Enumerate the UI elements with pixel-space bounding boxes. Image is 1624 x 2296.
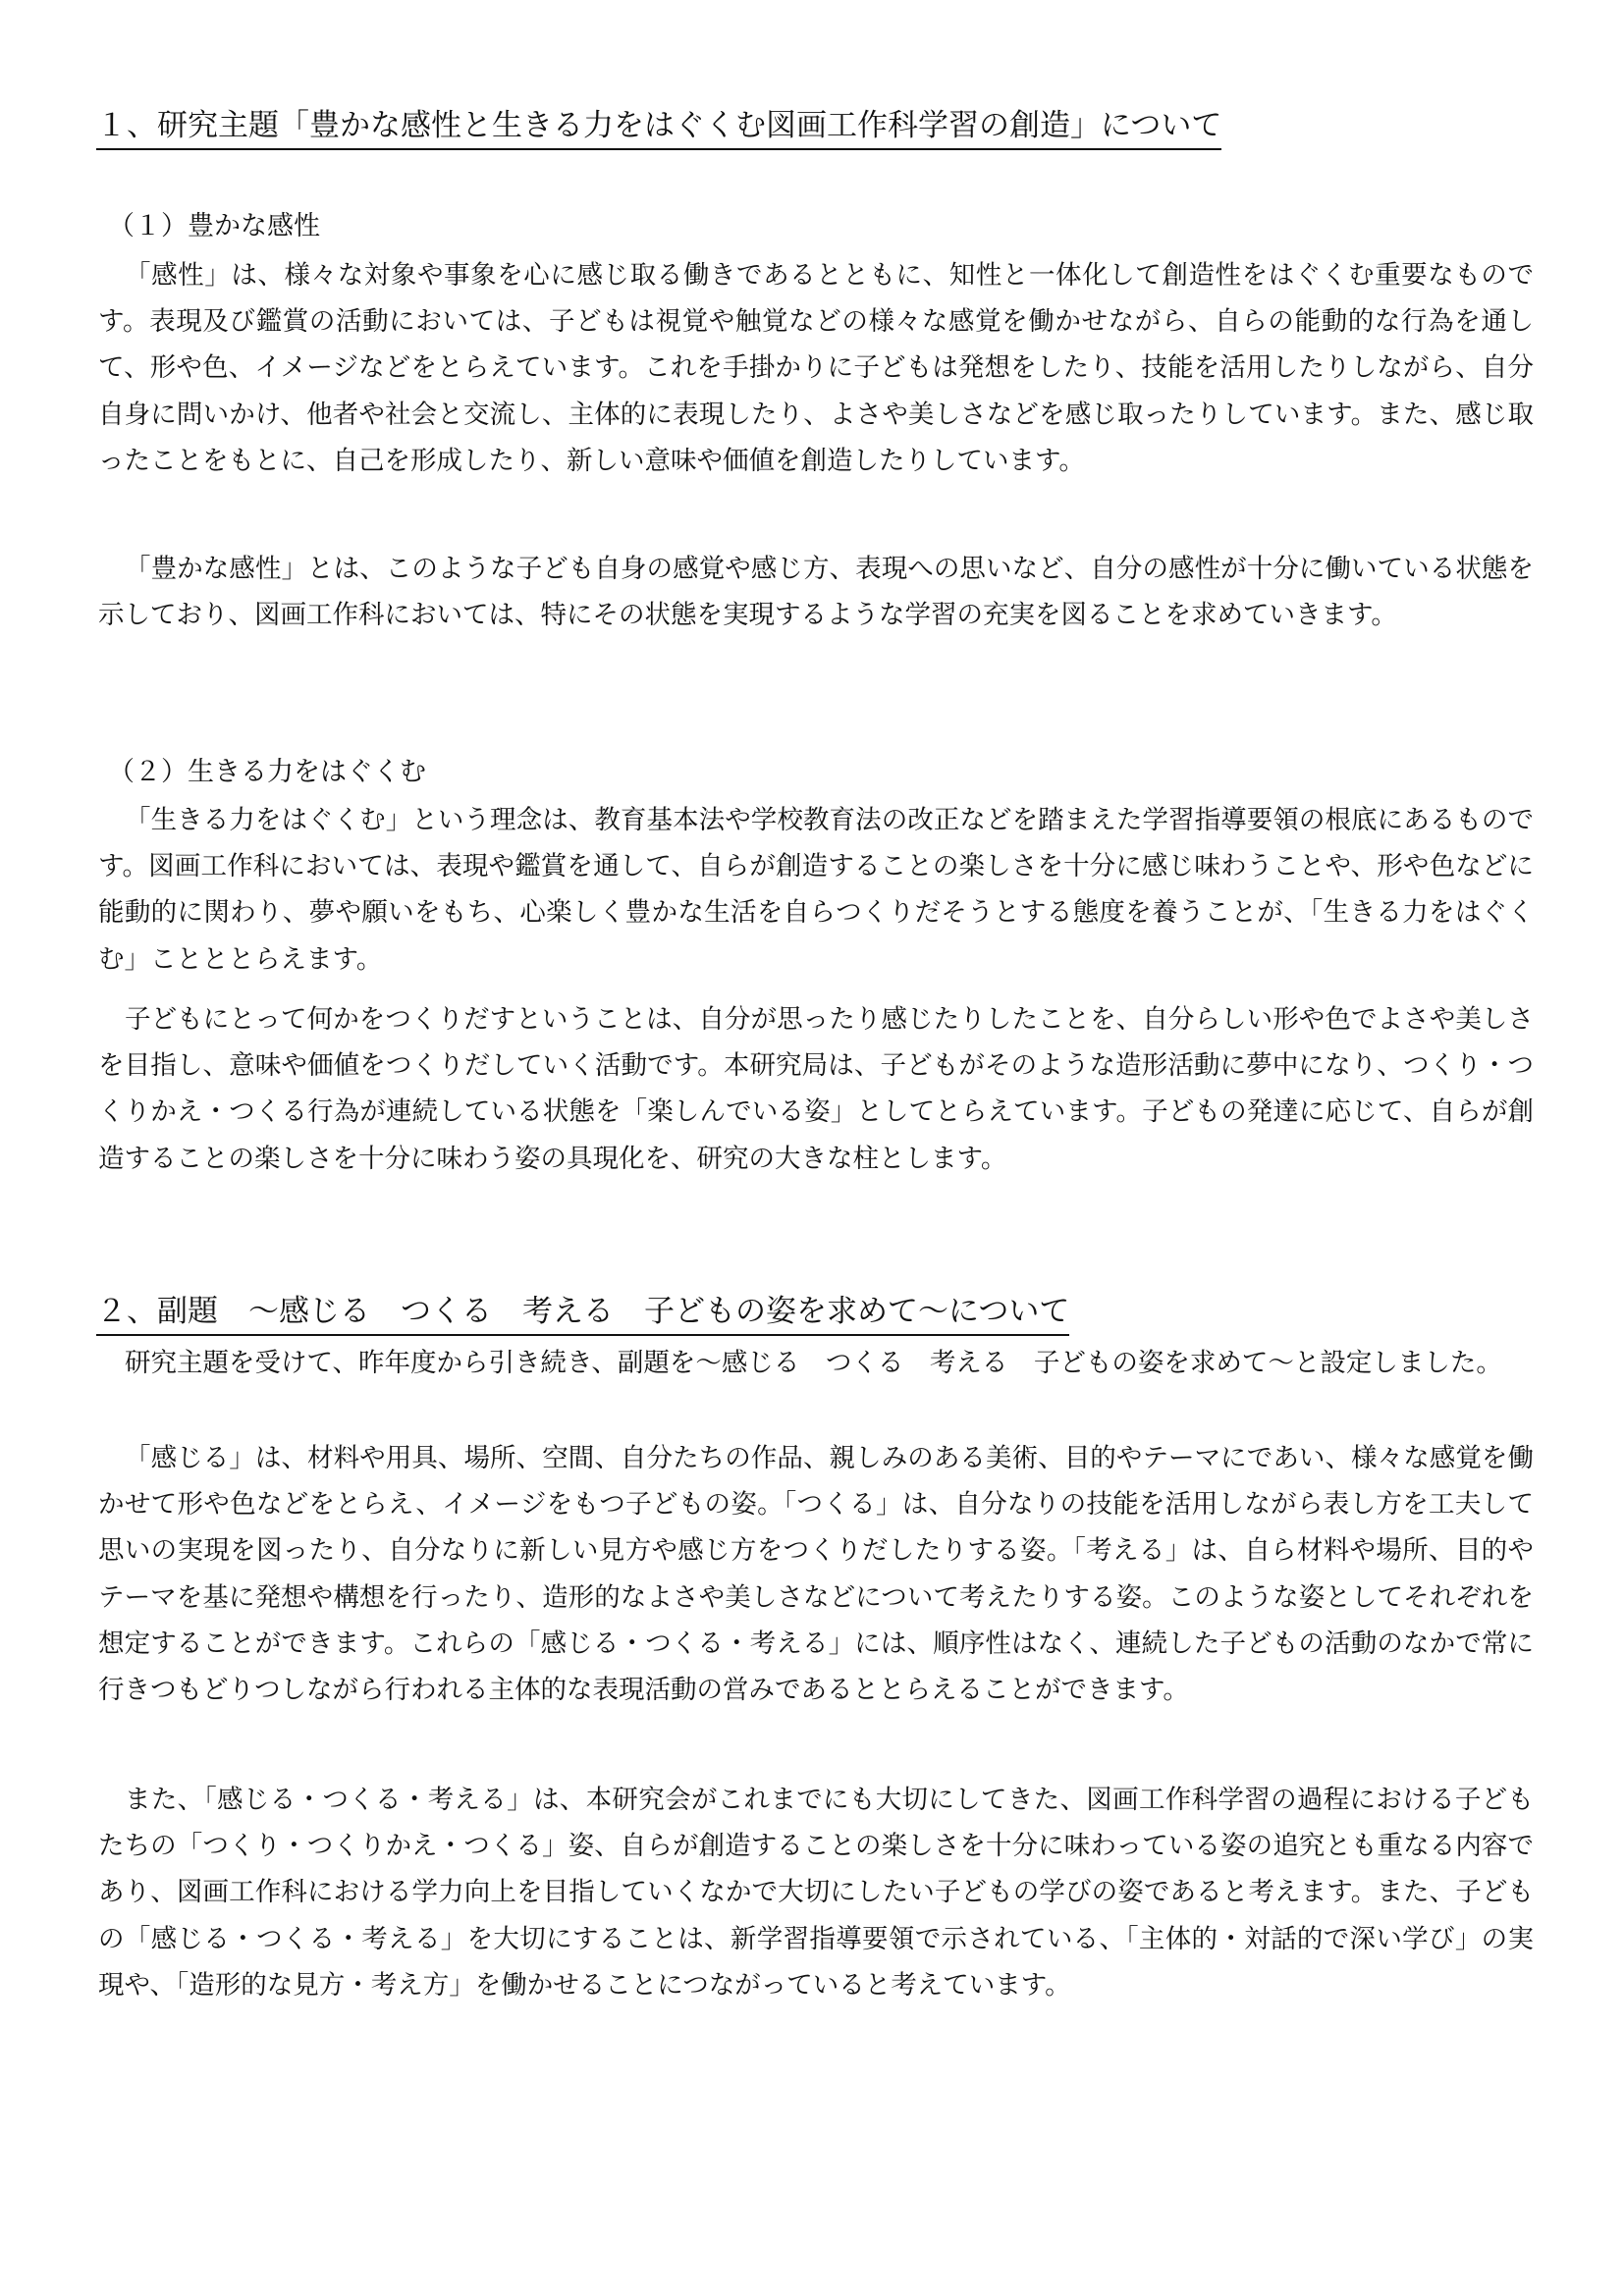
section-2-paragraph-2: 「感じる」は、材料や用具、場所、空間、自分たちの作品、親しみのある美術、目的やテーマにであい、様々な感覚を働かせて形や色などをとらえ、イメージをもつ子どもの姿。「つくる」は、自分なりの技能を活用しながら表し方を工夫して思いの実現を図ったり、自分なりに新しい見方や感じ方をつくりだしたりする姿。「考える」は、自ら材料や場所、目的やテーマを基に発想や構想を行ったり、造形的なよさや美しさなどについて考えたりする姿。このような姿としてそれぞれを想定することができます。これらの「感じる・つくる・考える」には、順序性はなく、連続した子どもの活動のなかで常に行きつもどりつしながら行われる主体的な表現活動の営みであるととらえることができます。 [98, 1443, 1534, 1706]
section-2-heading: ２、副題 ～感じる つくる 考える 子どもの姿を求めて～について [96, 1289, 1069, 1336]
section-1-heading: １、研究主題「豊かな感性と生きる力をはぐくむ図画工作科学習の創造」について [96, 103, 1221, 150]
section-1-1-paragraph-2: 「豊かな感性」とは、このような子ども自身の感覚や感じ方、表現への思いなど、自分の感性が十分に働いている状態を示しており、図画工作科においては、特にその状態を実現するような学習の充実を図ることを求めていきます。 [98, 554, 1534, 631]
section-1-2-paragraph-1: 「生きる力をはぐくむ」という理念は、教育基本法や学校教育法の改正などを踏まえた学習指導要領の根底にあるものです。図画工作科においては、表現や鑑賞を通して、自らが創造することの楽しさを十分に感じ味わうことや、形や色などに能動的に関わり、夢や願いをもち、心楽しく豊かな生活を自らつくりだそうとする態度を養うことが、「生きる力をはぐくむ」ことととらえます。 [98, 805, 1534, 975]
section-1-1-paragraph-1: 「感性」は、様々な対象や事象を心に感じ取る働きであるとともに、知性と一体化して創造性をはぐくむ重要なものです。表現及び鑑賞の活動においては、子どもは視覚や触覚などの様々な感覚を働かせながら、自らの能動的な行為を通して、形や色、イメージなどをとらえています。これを手掛かりに子どもは発想をしたり、技能を活用したりしながら、自分自身に問いかけ、他者や社会と交流し、主体的に表現したり、よさや美しさなどを感じ取ったりしています。また、感じ取ったことをもとに、自己を形成したり、新しい意味や価値を創造したりしています。 [98, 260, 1534, 476]
section-1-1-heading: （１）豊かな感性 [108, 211, 320, 241]
section-1-2-heading: （２）生きる力をはぐくむ [108, 757, 426, 787]
section-2-paragraph-3: また、「感じる・つくる・考える」は、本研究会がこれまでにも大切にしてきた、図画工作科学習の過程における子どもたちの「つくり・つくりかえ・つくる」姿、自らが創造することの楽しさを十分に味わっている姿の追究とも重なる内容であり、図画工作科における学力向上を目指していくなかで大切にしたい子どもの学びの姿であると考えます。また、子どもの「感じる・つくる・考える」を大切にすることは、新学習指導要領で示されている、「主体的・対話的で深い学び」の実現や、「造形的な見方・考え方」を働かせることにつながっていると考えています。 [98, 1785, 1534, 2001]
section-1-2-paragraph-2: 子どもにとって何かをつくりだすということは、自分が思ったり感じたりしたことを、自分らしい形や色でよさや美しさを目指し、意味や価値をつくりだしていく活動です。本研究局は、子どもがそのような造形活動に夢中になり、つくり・つくりかえ・つくる行為が連続している状態を「楽しんでいる姿」としてとらえています。子どもの発達に応じて、自らが創造することの楽しさを十分に味わう姿の具現化を、研究の大きな柱とします。 [98, 1004, 1534, 1174]
section-2-paragraph-1: 研究主題を受けて、昨年度から引き続き、副題を～感じる つくる 考える 子どもの姿を求めて～と設定しました。 [125, 1348, 1502, 1378]
